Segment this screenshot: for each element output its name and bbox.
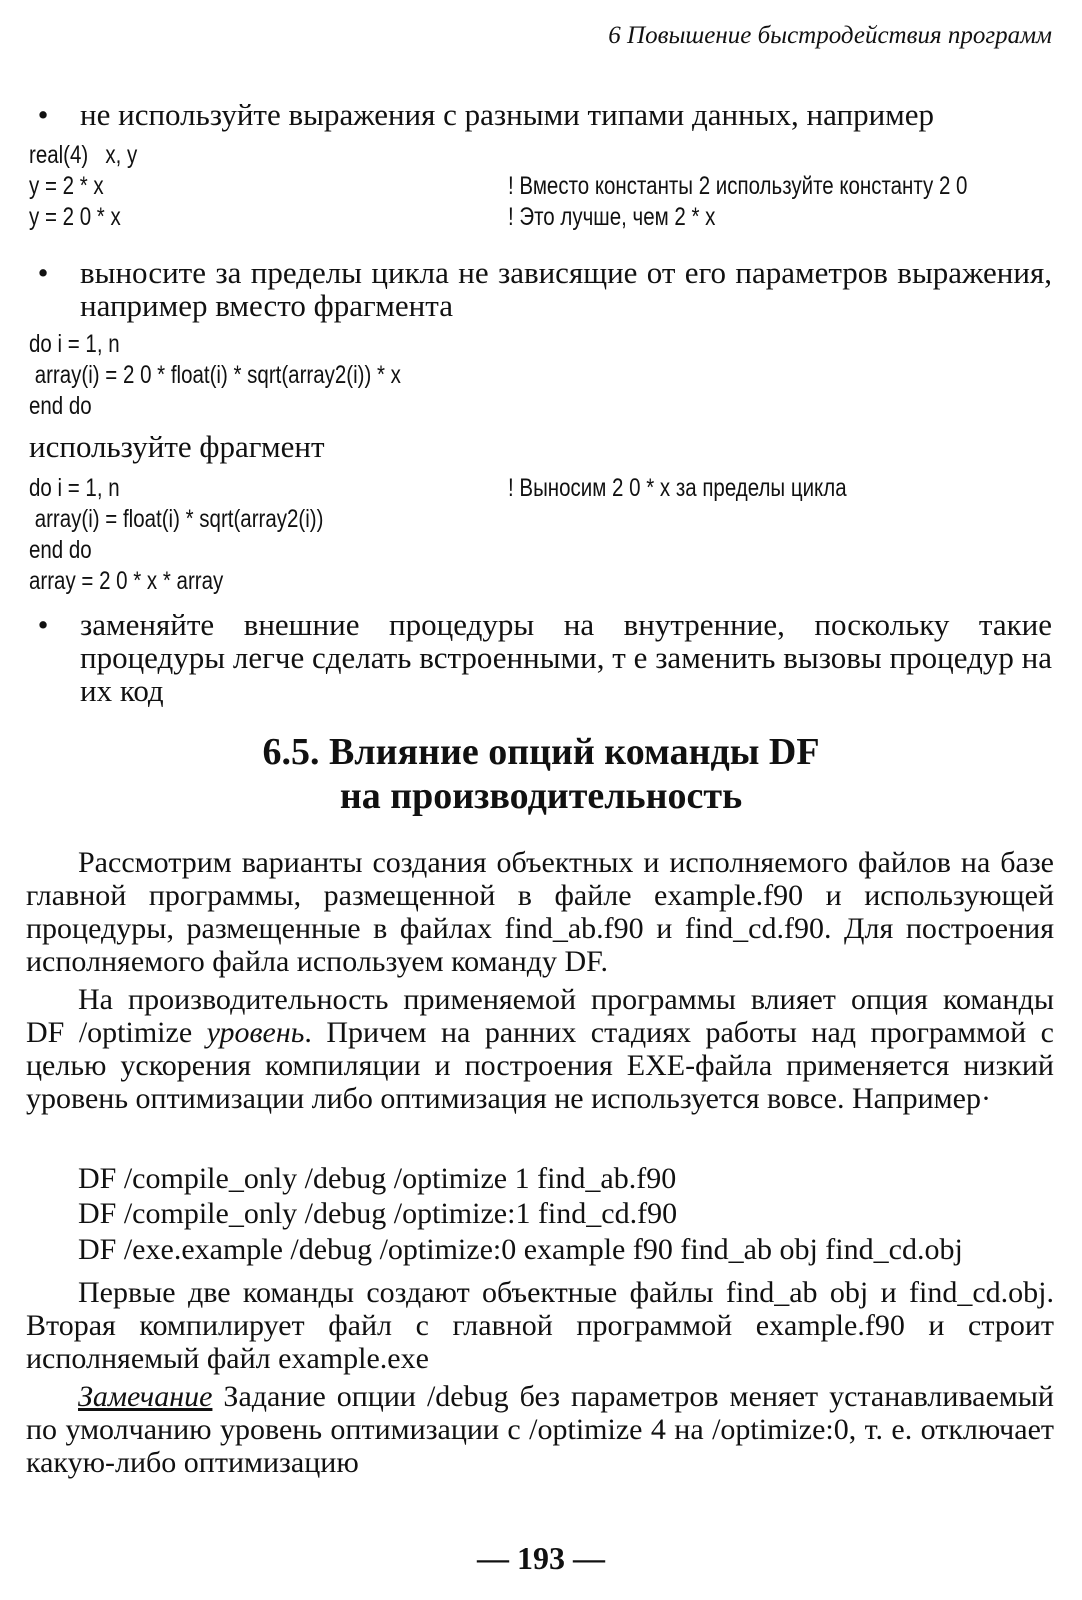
- code-line: y = 2 0 * x: [29, 203, 121, 231]
- note-label: Замечание: [78, 1380, 213, 1413]
- bullet-text: не используйте выражения с разными типами данных, например: [80, 97, 935, 132]
- note-text: Задание опции /debug без параметров меняет устанавливаемый по умолчанию уровень оптимизации с /optimize 4 на /optimize:0, т. е. отключает какую-либо оптимизацию: [26, 1380, 1054, 1479]
- paragraph-text: . Причем на ранних стадиях работы над программой с целью ускорения компиляции и построения EXE-файла применяется низкий уровень оптимизации либо оптимизация не используется вовсе. Например·: [26, 1016, 1054, 1115]
- code-line: end do: [29, 536, 92, 564]
- bullet-item-1: [28, 98, 1052, 131]
- code-line: real(4) x, y: [29, 141, 138, 169]
- code-comment: ! Вместо константы 2 используйте константу 2 0: [508, 172, 968, 200]
- paragraph-text: На производительность применяемой программы влияет опция команды DF /optimize: [26, 983, 1054, 1049]
- bullet-symbol: •: [37, 607, 49, 642]
- code-line: end do: [29, 392, 92, 420]
- section-heading-line-1: 6.5. Влияние опций команды DF: [262, 731, 820, 773]
- code-line: array = 2 0 * x * array: [29, 567, 224, 595]
- code-line: array(i) = 2 0 * float(i) * sqrt(array2(i)) * x: [29, 361, 401, 389]
- paragraph: Рассмотрим варианты создания объектных и исполняемого файлов на базе главной программы, размещенной в файле example.f90 и использующей процедуры, размещенные в файлах find_ab.f90 и find_cd.f90. Для построения исполняемого файла используем команду DF.: [26, 846, 1054, 978]
- bullet-item-2: [28, 256, 1052, 322]
- bullet-symbol: •: [37, 255, 49, 290]
- code-line: do i = 1, n: [29, 474, 120, 502]
- command-line: DF /compile_only /debug /optimize 1 find_ab.f90: [78, 1162, 677, 1195]
- running-header: 6 Повышение быстродействия программ: [608, 22, 1052, 49]
- bullet-text: заменяйте внешние процедуры на внутренние, поскольку такие процедуры легче сделать встроенными, т е заменить вызовы процедур на их код: [80, 607, 1052, 708]
- section-heading-line-2: на производительность: [339, 775, 743, 817]
- page-number: — 193 —: [477, 1540, 605, 1576]
- paragraph: [26, 983, 1054, 1115]
- section-heading: [0, 730, 1082, 818]
- bullet-symbol: •: [37, 97, 49, 132]
- paragraph: Первые две команды создают объектные файлы find_ab obj и find_cd.obj. Вторая компилирует файл с главной программой example.f90 и строит исполняемый файл example.exe: [26, 1276, 1054, 1375]
- code-comment: ! Это лучше, чем 2 * x: [508, 203, 716, 231]
- use-fragment-text: используйте фрагмент: [29, 429, 325, 464]
- code-comment: ! Выносим 2 0 * x за пределы цикла: [508, 474, 847, 502]
- paragraph-italic-term: уровень: [206, 1016, 305, 1049]
- note-paragraph: [26, 1380, 1054, 1479]
- bullet-item-3: [28, 608, 1052, 707]
- command-line: DF /compile_only /debug /optimize:1 find_cd.f90: [78, 1197, 678, 1230]
- command-line: DF /exe.example /debug /optimize:0 example f90 find_ab obj find_cd.obj: [78, 1233, 963, 1266]
- code-line: y = 2 * x: [29, 172, 104, 200]
- code-line: do i = 1, n: [29, 330, 120, 358]
- bullet-text: выносите за пределы цикла не зависящие от его параметров выражения, например вместо фрагмента: [80, 255, 1052, 323]
- code-line: array(i) = float(i) * sqrt(array2(i)): [29, 505, 324, 533]
